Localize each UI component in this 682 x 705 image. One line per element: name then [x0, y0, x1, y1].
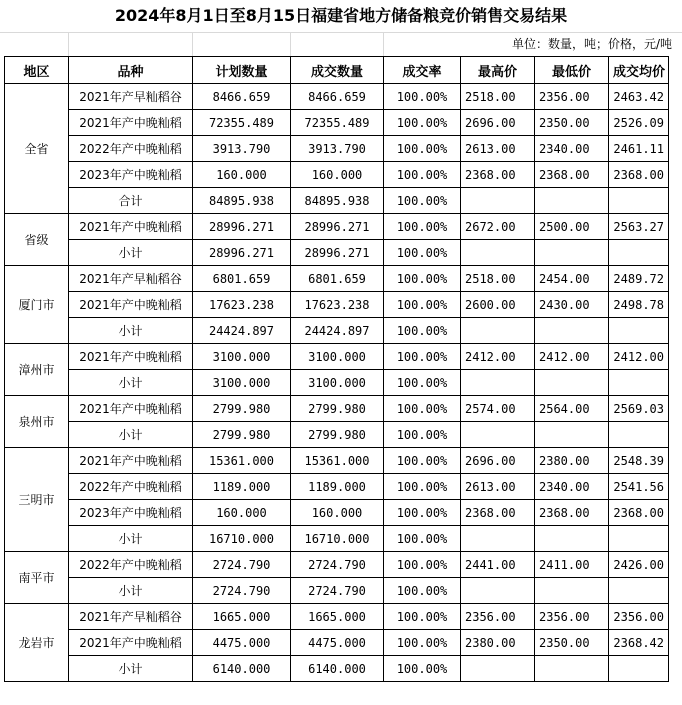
value-cell — [609, 370, 669, 396]
value-cell: 28996.271 — [193, 214, 291, 240]
value-cell: 100.00% — [384, 474, 461, 500]
value-cell: 2412.00 — [535, 344, 609, 370]
table-row — [5, 630, 669, 656]
variety-cell: 小计 — [69, 526, 193, 552]
variety-cell: 2021年产早籼稻谷 — [69, 84, 193, 110]
value-cell: 2799.980 — [193, 422, 291, 448]
value-cell: 28996.271 — [193, 240, 291, 266]
value-cell: 2340.00 — [535, 474, 609, 500]
value-cell: 2724.790 — [291, 578, 384, 604]
value-cell: 2526.09 — [609, 110, 669, 136]
table-row — [5, 240, 669, 266]
value-cell: 6140.000 — [291, 656, 384, 682]
region-cell: 三明市 — [5, 448, 69, 552]
value-cell: 2541.56 — [609, 474, 669, 500]
value-cell: 100.00% — [384, 214, 461, 240]
value-cell — [461, 370, 535, 396]
header-cell: 品种 — [69, 57, 193, 84]
value-cell — [609, 318, 669, 344]
value-cell: 2672.00 — [461, 214, 535, 240]
value-cell: 17623.238 — [291, 292, 384, 318]
value-cell: 100.00% — [384, 448, 461, 474]
variety-cell: 2022年产中晚籼稻 — [69, 136, 193, 162]
value-cell: 84895.938 — [193, 188, 291, 214]
value-cell: 8466.659 — [193, 84, 291, 110]
value-cell: 2412.00 — [461, 344, 535, 370]
value-cell: 100.00% — [384, 266, 461, 292]
table-row — [5, 110, 669, 136]
variety-cell: 2021年产中晚籼稻 — [69, 396, 193, 422]
table-row — [5, 214, 669, 240]
value-cell — [609, 240, 669, 266]
table-row — [5, 318, 669, 344]
value-cell: 16710.000 — [291, 526, 384, 552]
table-row — [5, 656, 669, 682]
value-cell: 2613.00 — [461, 474, 535, 500]
header-row — [5, 57, 669, 84]
value-cell: 100.00% — [384, 500, 461, 526]
value-cell — [461, 526, 535, 552]
value-cell: 2368.00 — [535, 162, 609, 188]
value-cell: 72355.489 — [193, 110, 291, 136]
value-cell: 4475.000 — [193, 630, 291, 656]
value-cell: 2569.03 — [609, 396, 669, 422]
value-cell: 100.00% — [384, 526, 461, 552]
unit-note: 单位：数量，吨；价格，元/吨 — [511, 37, 672, 51]
variety-cell: 2021年产中晚籼稻 — [69, 630, 193, 656]
value-cell: 2356.00 — [609, 604, 669, 630]
value-cell: 2380.00 — [461, 630, 535, 656]
value-cell: 2426.00 — [609, 552, 669, 578]
variety-cell: 2021年产中晚籼稻 — [69, 214, 193, 240]
value-cell: 2454.00 — [535, 266, 609, 292]
region-cell: 漳州市 — [5, 344, 69, 396]
table-row — [5, 422, 669, 448]
value-cell: 100.00% — [384, 604, 461, 630]
value-cell: 2518.00 — [461, 84, 535, 110]
header-cell: 最高价 — [461, 57, 535, 84]
value-cell — [535, 656, 609, 682]
variety-cell: 2023年产中晚籼稻 — [69, 162, 193, 188]
value-cell: 160.000 — [291, 500, 384, 526]
value-cell: 2412.00 — [609, 344, 669, 370]
table-row — [5, 162, 669, 188]
table-row — [5, 136, 669, 162]
value-cell: 6801.659 — [291, 266, 384, 292]
value-cell — [609, 188, 669, 214]
value-cell: 1189.000 — [193, 474, 291, 500]
table-row — [5, 526, 669, 552]
variety-cell: 2022年产中晚籼稻 — [69, 474, 193, 500]
header-cell: 地区 — [5, 57, 69, 84]
variety-cell: 小计 — [69, 422, 193, 448]
value-cell: 2350.00 — [535, 110, 609, 136]
value-cell: 1189.000 — [291, 474, 384, 500]
variety-cell: 小计 — [69, 656, 193, 682]
value-cell: 2574.00 — [461, 396, 535, 422]
variety-cell: 2021年产中晚籼稻 — [69, 110, 193, 136]
value-cell: 2356.00 — [535, 84, 609, 110]
value-cell: 100.00% — [384, 578, 461, 604]
value-cell: 3100.000 — [193, 370, 291, 396]
value-cell: 2356.00 — [461, 604, 535, 630]
value-cell — [535, 526, 609, 552]
variety-cell: 2021年产早籼稻谷 — [69, 604, 193, 630]
table-row — [5, 578, 669, 604]
value-cell: 160.000 — [291, 162, 384, 188]
value-cell: 2368.00 — [609, 162, 669, 188]
value-cell: 2430.00 — [535, 292, 609, 318]
value-cell: 2500.00 — [535, 214, 609, 240]
value-cell: 2368.42 — [609, 630, 669, 656]
value-cell: 2380.00 — [535, 448, 609, 474]
value-cell: 100.00% — [384, 370, 461, 396]
region-cell: 龙岩市 — [5, 604, 69, 682]
value-cell: 2489.72 — [609, 266, 669, 292]
value-cell: 2799.980 — [291, 422, 384, 448]
value-cell: 2724.790 — [193, 552, 291, 578]
value-cell: 84895.938 — [291, 188, 384, 214]
variety-cell: 小计 — [69, 578, 193, 604]
value-cell: 6140.000 — [193, 656, 291, 682]
value-cell: 2724.790 — [291, 552, 384, 578]
results-table — [4, 56, 669, 682]
variety-cell: 2021年产中晚籼稻 — [69, 344, 193, 370]
value-cell: 2799.980 — [291, 396, 384, 422]
value-cell: 2350.00 — [535, 630, 609, 656]
variety-cell: 2023年产中晚籼稻 — [69, 500, 193, 526]
value-cell: 2563.27 — [609, 214, 669, 240]
value-cell: 24424.897 — [193, 318, 291, 344]
value-cell — [609, 656, 669, 682]
table-row — [5, 292, 669, 318]
value-cell — [535, 370, 609, 396]
sheet-title: 2024年8月1日至8月15日福建省地方储备粮竞价销售交易结果 — [114, 6, 568, 25]
header-cell: 成交均价 — [609, 57, 669, 84]
value-cell: 15361.000 — [193, 448, 291, 474]
variety-cell: 2021年产中晚籼稻 — [69, 292, 193, 318]
value-cell: 100.00% — [384, 318, 461, 344]
value-cell: 2411.00 — [535, 552, 609, 578]
value-cell: 100.00% — [384, 84, 461, 110]
table-row — [5, 370, 669, 396]
value-cell: 2613.00 — [461, 136, 535, 162]
header-cell: 成交数量 — [291, 57, 384, 84]
value-cell: 2356.00 — [535, 604, 609, 630]
variety-cell: 合计 — [69, 188, 193, 214]
region-cell: 厦门市 — [5, 266, 69, 344]
region-cell: 南平市 — [5, 552, 69, 604]
value-cell: 6801.659 — [193, 266, 291, 292]
value-cell: 2600.00 — [461, 292, 535, 318]
value-cell: 16710.000 — [193, 526, 291, 552]
value-cell: 3913.790 — [291, 136, 384, 162]
value-cell: 2696.00 — [461, 448, 535, 474]
value-cell — [535, 318, 609, 344]
value-cell — [461, 578, 535, 604]
value-cell: 8466.659 — [291, 84, 384, 110]
value-cell — [609, 578, 669, 604]
value-cell — [535, 578, 609, 604]
value-cell: 2498.78 — [609, 292, 669, 318]
value-cell: 2518.00 — [461, 266, 535, 292]
variety-cell: 2021年产早籼稻谷 — [69, 266, 193, 292]
value-cell: 100.00% — [384, 240, 461, 266]
value-cell: 2799.980 — [193, 396, 291, 422]
table-row — [5, 266, 669, 292]
value-cell: 2463.42 — [609, 84, 669, 110]
value-cell — [535, 422, 609, 448]
value-cell — [461, 318, 535, 344]
value-cell: 24424.897 — [291, 318, 384, 344]
table-row — [5, 448, 669, 474]
value-cell: 1665.000 — [291, 604, 384, 630]
variety-cell: 小计 — [69, 318, 193, 344]
value-cell: 2461.11 — [609, 136, 669, 162]
value-cell — [609, 422, 669, 448]
value-cell: 160.000 — [193, 162, 291, 188]
value-cell: 2368.00 — [609, 500, 669, 526]
unit-row — [0, 32, 682, 56]
value-cell: 2696.00 — [461, 110, 535, 136]
value-cell: 17623.238 — [193, 292, 291, 318]
variety-cell: 小计 — [69, 370, 193, 396]
value-cell — [535, 240, 609, 266]
table-row — [5, 188, 669, 214]
value-cell: 100.00% — [384, 136, 461, 162]
value-cell: 100.00% — [384, 422, 461, 448]
variety-cell: 2022年产中晚籼稻 — [69, 552, 193, 578]
value-cell — [461, 656, 535, 682]
variety-cell: 2021年产中晚籼稻 — [69, 448, 193, 474]
value-cell — [461, 188, 535, 214]
value-cell: 3100.000 — [193, 344, 291, 370]
table-row — [5, 500, 669, 526]
table-row — [5, 84, 669, 110]
value-cell: 2724.790 — [193, 578, 291, 604]
table-row — [5, 604, 669, 630]
header-cell: 计划数量 — [193, 57, 291, 84]
value-cell — [461, 422, 535, 448]
value-cell: 28996.271 — [291, 214, 384, 240]
value-cell: 72355.489 — [291, 110, 384, 136]
value-cell — [535, 188, 609, 214]
table-row — [5, 552, 669, 578]
value-cell: 100.00% — [384, 656, 461, 682]
value-cell: 2368.00 — [461, 162, 535, 188]
value-cell: 100.00% — [384, 292, 461, 318]
value-cell: 3100.000 — [291, 370, 384, 396]
value-cell — [461, 240, 535, 266]
value-cell: 100.00% — [384, 630, 461, 656]
value-cell: 2368.00 — [535, 500, 609, 526]
region-cell: 泉州市 — [5, 396, 69, 448]
header-cell: 成交率 — [384, 57, 461, 84]
value-cell: 4475.000 — [291, 630, 384, 656]
value-cell: 100.00% — [384, 552, 461, 578]
value-cell: 2368.00 — [461, 500, 535, 526]
value-cell: 100.00% — [384, 188, 461, 214]
value-cell: 2548.39 — [609, 448, 669, 474]
value-cell: 100.00% — [384, 344, 461, 370]
table-body — [5, 84, 669, 682]
value-cell: 2564.00 — [535, 396, 609, 422]
value-cell: 2441.00 — [461, 552, 535, 578]
header-cell: 最低价 — [535, 57, 609, 84]
value-cell: 100.00% — [384, 162, 461, 188]
value-cell: 3913.790 — [193, 136, 291, 162]
value-cell: 2340.00 — [535, 136, 609, 162]
value-cell: 3100.000 — [291, 344, 384, 370]
value-cell: 160.000 — [193, 500, 291, 526]
value-cell: 100.00% — [384, 396, 461, 422]
value-cell — [609, 526, 669, 552]
value-cell: 1665.000 — [193, 604, 291, 630]
region-cell: 全省 — [5, 84, 69, 214]
value-cell: 15361.000 — [291, 448, 384, 474]
table-row — [5, 344, 669, 370]
table-row — [5, 474, 669, 500]
value-cell: 28996.271 — [291, 240, 384, 266]
value-cell: 100.00% — [384, 110, 461, 136]
table-row — [5, 396, 669, 422]
region-cell: 省级 — [5, 214, 69, 266]
variety-cell: 小计 — [69, 240, 193, 266]
